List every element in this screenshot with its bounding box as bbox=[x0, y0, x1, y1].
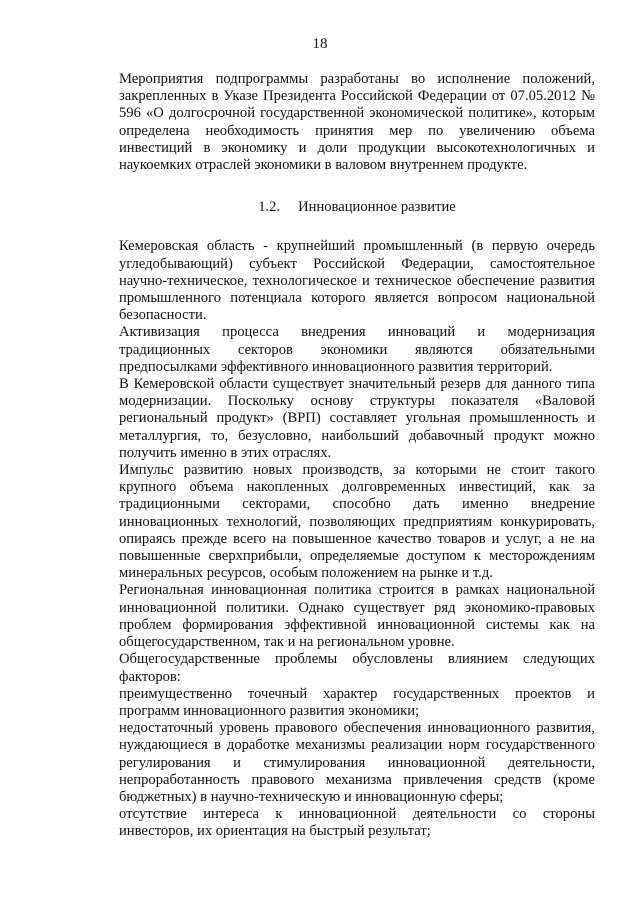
document-body bbox=[119, 71, 595, 841]
section-title: Инновационное развитие bbox=[298, 199, 456, 216]
section-heading bbox=[119, 199, 595, 216]
list-item: недостаточный уровень правового обеспечения инновационного развития, нуждающиеся в доработке механизмы реализации норм государственного регулирования и стимулирования инновационной деятельности, непроработанность правового механизма привлечения средств (кроме бюджетных) в научно-техническую и инновационную сферы; bbox=[119, 720, 595, 805]
page-number: 18 bbox=[312, 36, 328, 52]
paragraph: Общегосударственные проблемы обусловлены влиянием следующих факторов: bbox=[119, 651, 595, 685]
list-item: отсутствие интереса к инновационной деятельности со стороны инвесторов, их ориентация на быстрый результат; bbox=[119, 806, 595, 840]
list-item: преимущественно точечный характер государственных проектов и программ инновационного развития экономики; bbox=[119, 685, 595, 719]
section-number: 1.2. bbox=[258, 199, 281, 216]
paragraph: В Кемеровской области существует значительный резерв для данного типа модернизации. Поскольку основу структуры показателя «Валовой региональный продукт» (ВРП) составляет угольная промышленность и металлургия, то, безусловно, наибольший добавочный продукт можно получить именно в этих отраслях. bbox=[119, 376, 595, 461]
paragraph: Активизация процесса внедрения инноваций и модернизация традиционных секторов экономики являются обязательными предпосылками эффективного инновационного развития территорий. bbox=[119, 324, 595, 375]
paragraph-intro: Мероприятия подпрограммы разработаны во исполнение положений, закрепленных в Указе Президента Российской Федерации от 07.05.2012 № 596 «О долгосрочной государственной экономической политике», которым определена необходимость принятия мер по увеличению объема инвестиций в экономику и доли продукции высокотехнологичных и наукоемких отраслей экономики в валовом внутреннем продукте. bbox=[119, 71, 595, 174]
paragraph: Кемеровская область - крупнейший промышленный (в первую очередь угледобывающий) субъект Российской Федерации, самостоятельное научно-техническое, технологическое и техническое обеспечение развития промышленного потенциала которого является вопросом национальной безопасности. bbox=[119, 238, 595, 324]
paragraph: Региональная инновационная политика строится в рамках национальной инновационной политики. Однако существует ряд экономико-правовых проблем формирования эффективной инновационной системы как на общегосударственном, так и на региональном уровне. bbox=[119, 582, 595, 651]
paragraph: Импульс развитию новых производств, за которыми не стоит такого крупного объема накопленных долговременных инвестиций, как за традиционными секторами, способно дать именно внедрение инновационных технологий, позволяющих предприятиям конкурировать, опираясь прежде всего на повышенное качество товаров и услуг, а не на повышенные сверхприбыли, определяемые доступом к месторождениям минеральных ресурсов, особым положением на рынке и т.д. bbox=[119, 462, 595, 582]
